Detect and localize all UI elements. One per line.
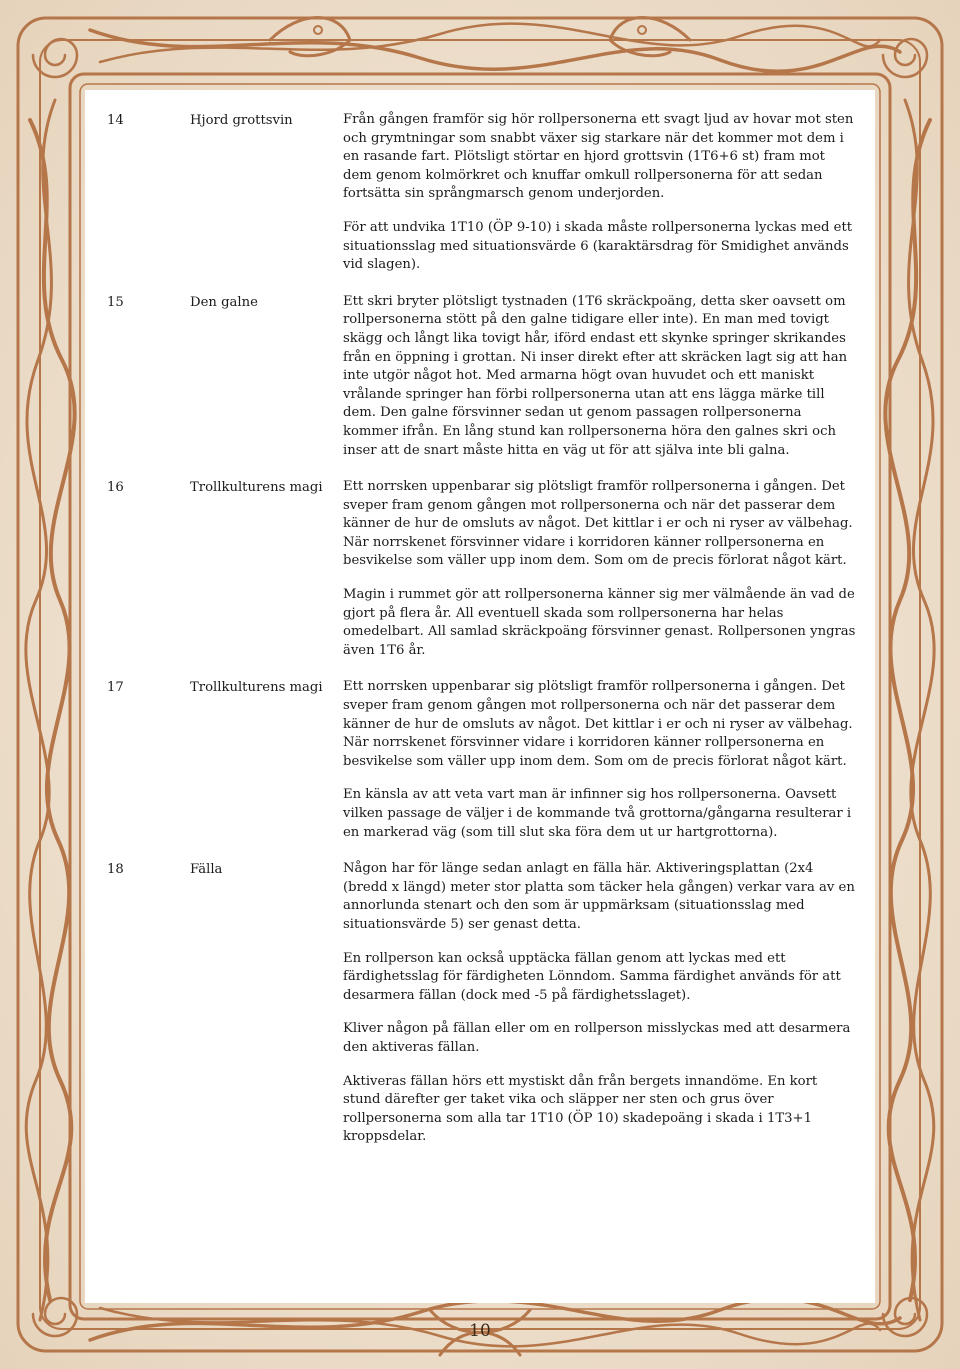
entry-description: [343, 478, 857, 660]
entry-number: 17: [107, 680, 124, 696]
description-paragraph: Någon har för länge sedan anlagt en fälla här. Aktiveringsplattan (2x4 (bredd x längd) meter stor platta som täcker hela gången) verkar vara av en annorlunda stenart och den som är uppmärksam (situationsslag med situationsvärde 5) ser genast detta.: [343, 861, 855, 932]
table-row: [107, 111, 867, 275]
entry-name: Fälla: [190, 862, 223, 878]
table-row: [107, 293, 867, 460]
description-paragraph: Från gången framför sig hör rollpersonerna ett svagt ljud av hovar mot sten och grymtningar som snabbt växer sig starkare när det kommer mot dem i en rasande fart. Plötsligt störtar en hjord grottsvin (1T6+6 st) fram mot dem genom kolmörkret och knuffar omkull rollpersonerna för att sedan fortsätta sin språngmarsch genom underjorden.: [343, 112, 854, 202]
entry-description: [343, 111, 857, 275]
description-paragraph: En rollperson kan också upptäcka fällan genom att lyckas med ett färdighetsslag för färdigheten Lönndom. Samma färdighet används för att desarmera fällan (dock med -5 på färdighetsslaget).: [343, 950, 841, 1003]
entry-description: [343, 293, 857, 460]
description-paragraph: Kliver någon på fällan eller om en rollperson misslyckas med att desarmera den aktiveras fällan.: [343, 1021, 851, 1055]
description-paragraph: Ett norrsken uppenbarar sig plötsligt framför rollpersonerna i gången. Det sveper fram genom gången mot rollpersonerna och när det passerar dem känner de hur de omsluts av något. Det kittlar i er och ni ryser av välbehag. När norrskenet försvinner vidare i korridoren känner rollpersonerna en besvikelse som väller upp inom dem. Som om de precis förlorat något kärt.: [343, 679, 853, 769]
encounter-table: [107, 111, 867, 1147]
entry-name: Trollkulturens magi: [190, 680, 323, 696]
entry-description: [343, 860, 857, 1147]
entry-number: 14: [107, 113, 124, 128]
description-paragraph: En känsla av att veta vart man är infinner sig hos rollpersonerna. Oavsett vilken passage de väljer i de kommande två grottorna/gångarna resulterar i en markerad väg (som till slut ska föra dem ut ur hartgrottorna).: [343, 787, 852, 840]
entry-name: Hjord grottsvin: [190, 113, 293, 128]
table-row: [107, 678, 867, 842]
description-paragraph: Ett skri bryter plötsligt tystnaden (1T6 skräckpoäng, detta sker oavsett om rollpersonerna stött på den galne tidigare eller inte). En man med tovigt skägg och långt lika tovigt hår, iförd endast ett skynke springer skrikandes från en öppning i grottan. Ni inser direkt efter att skräcken lagt sig att han inte utgör något hot. Med armarna högt ovan huvudet och ett maniskt vrålande springer han förbi rollpersonerna utan att ens lägga märke till dem. Den galne försvinner sedan ut genom passagen rollpersonerna kommer ifrån. En lång stund kan rollpersonerna höra den galnes skri och inser att de snart måste hitta en väg ut för att själva inte bli galna.: [343, 293, 848, 458]
entry-description: [343, 678, 857, 842]
page-number: 10: [469, 1321, 491, 1341]
entry-name: Trollkulturens magi: [190, 480, 323, 496]
entry-number: 16: [107, 480, 124, 496]
table-row: [107, 860, 867, 1147]
description-paragraph: Aktiveras fällan hörs ett mystiskt dån från bergets innandöme. En kort stund därefter ger taket vika och släpper ner sten och grus över rollpersonerna som alla tar 1T10 (ÖP 10) skadepoäng i skada i 1T3+1 kroppsdelar.: [343, 1073, 818, 1145]
description-paragraph: Ett norrsken uppenbarar sig plötsligt framför rollpersonerna i gången. Det sveper fram genom gången mot rollpersonerna och när det passerar dem känner de hur de omsluts av något. Det kittlar i er och ni ryser av välbehag. När norrskenet försvinner vidare i korridoren känner rollpersonerna en besvikelse som väller upp inom dem. Som om de precis förlorat något kärt.: [343, 479, 853, 569]
entry-number: 18: [107, 862, 124, 878]
description-paragraph: För att undvika 1T10 (ÖP 9-10) i skada måste rollpersonerna lyckas med ett situationsslag med situationsvärde 6 (karaktärsdrag för Smidighet används vid slagen).: [343, 219, 853, 273]
table-row: [107, 478, 867, 660]
description-paragraph: Magin i rummet gör att rollpersonerna känner sig mer välmående än vad de gjort på flera år. All eventuell skada som rollpersonerna har helas omedelbart. All samlad skräckpoäng försvinner genast. Rollpersonen yngras även 1T6 år.: [343, 587, 856, 658]
entry-number: 15: [107, 294, 124, 310]
entry-name: Den galne: [190, 294, 258, 310]
